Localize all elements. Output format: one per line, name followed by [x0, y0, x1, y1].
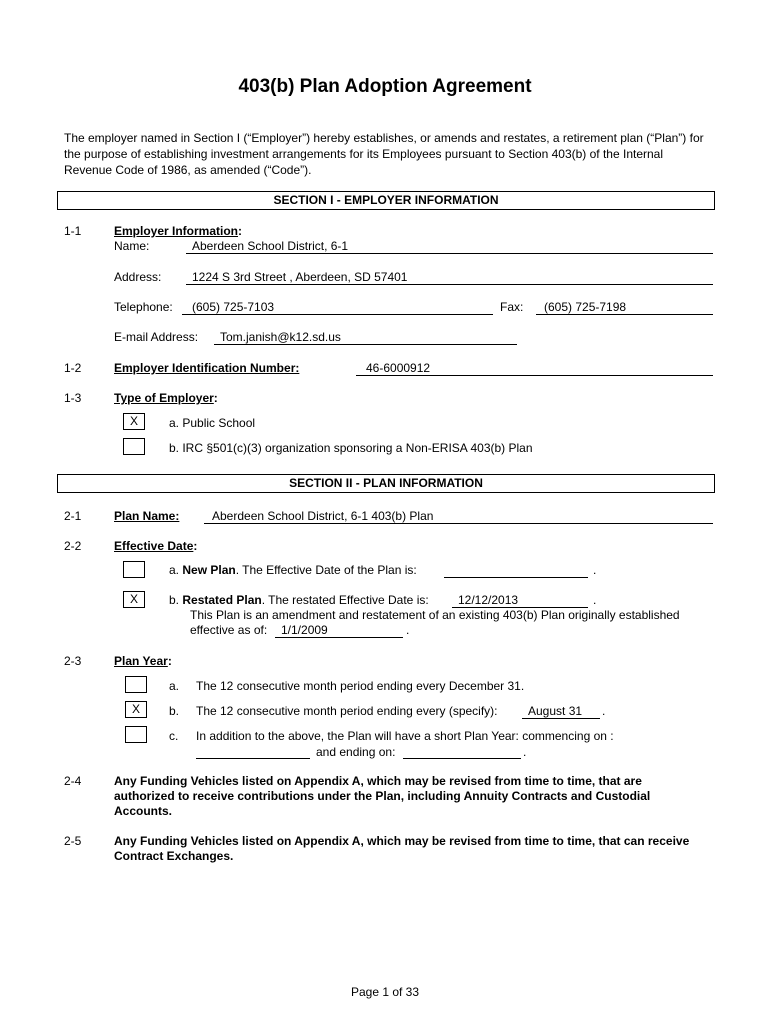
plan-year-a-label: The 12 consecutive month period ending every December 31. — [196, 679, 525, 693]
restated-plan-label: b. Restated Plan. The restated Effective Date is: — [169, 593, 429, 607]
original-effective-date-field[interactable]: 1/1/2009 — [275, 623, 403, 638]
501c3-checkbox[interactable] — [123, 438, 145, 455]
501c3-label: b. IRC §501(c)(3) organization sponsoring a Non-ERISA 403(b) Plan — [169, 441, 533, 455]
short-year-start-field[interactable] — [196, 744, 310, 759]
plan-year-c-checkbox[interactable] — [125, 726, 147, 743]
intro-paragraph: The employer named in Section I (“Employer”) hereby establishes, or amends and restates, a retirement plan (“Plan”) for the purpose of establishing investment arrangements for its Employees pursuant to Section 403(b) of the Internal Revenue Code of 1986, as amended (“Code”). — [64, 131, 704, 177]
item-number: 2-2 — [64, 539, 82, 553]
employer-name-field[interactable]: Aberdeen School District, 6-1 — [186, 239, 713, 254]
page-number: Page 1 of 33 — [350, 985, 420, 999]
plan-year-c-label: In addition to the above, the Plan will have a short Plan Year: commencing on : — [196, 729, 614, 743]
section-1-heading: SECTION I - EMPLOYER INFORMATION — [57, 191, 715, 210]
plan-year-a-letter: a. — [169, 679, 180, 693]
effective-date-heading: Effective Date: — [114, 539, 198, 553]
fax-label: Fax: — [500, 300, 524, 314]
fax-field[interactable]: (605) 725-7198 — [536, 300, 713, 315]
original-effective-label: effective as of: — [190, 623, 268, 637]
name-label: Name: — [114, 239, 150, 253]
plan-year-heading: Plan Year: — [114, 654, 172, 668]
plan-name-heading: Plan Name: — [114, 509, 180, 523]
item-number: 2-4 — [64, 774, 82, 788]
ending-on-label: and ending on: — [316, 745, 396, 759]
email-field[interactable]: Tom.janish@k12.sd.us — [214, 330, 517, 345]
funding-vehicles-contributions: Any Funding Vehicles listed on Appendix A, which may be revised from time to time, that are authorized to receive contributions under the Plan, including Annuity Contracts and Custodial Accounts. — [114, 774, 651, 818]
address-label: Address: — [114, 270, 162, 284]
period: . — [523, 745, 527, 759]
plan-year-end-field[interactable]: August 31 — [522, 704, 600, 719]
employer-type-heading: Type of Employer: — [114, 391, 218, 405]
period: . — [593, 563, 597, 577]
period: . — [602, 704, 606, 718]
restated-plan-checkbox[interactable]: X — [123, 591, 145, 608]
new-plan-label: a. New Plan. The Effective Date of the Plan is: — [169, 563, 417, 577]
item-number: 1-1 — [64, 224, 82, 238]
employer-info-heading: Employer Information: — [114, 224, 243, 238]
public-school-checkbox[interactable]: X — [123, 413, 145, 430]
plan-year-b-letter: b. — [169, 704, 180, 718]
public-school-label: a. Public School — [169, 416, 256, 430]
item-number: 2-3 — [64, 654, 82, 668]
telephone-field[interactable]: (605) 725-7103 — [182, 300, 493, 315]
section-2-heading: SECTION II - PLAN INFORMATION — [57, 474, 715, 493]
plan-name-field[interactable]: Aberdeen School District, 6-1 403(b) Plan — [204, 509, 713, 524]
plan-year-b-checkbox[interactable]: X — [125, 701, 147, 718]
ein-field[interactable]: 46-6000912 — [356, 361, 713, 376]
plan-year-a-checkbox[interactable] — [125, 676, 147, 693]
plan-year-b-label: The 12 consecutive month period ending every (specify): — [196, 704, 498, 718]
item-number: 1-2 — [64, 361, 82, 375]
item-number: 2-1 — [64, 509, 82, 523]
restated-description: This Plan is an amendment and restatement of an existing 403(b) Plan originally established — [190, 608, 680, 622]
item-number: 1-3 — [64, 391, 82, 405]
short-year-end-field[interactable] — [403, 744, 521, 759]
document-title: 403(b) Plan Adoption Agreement — [238, 76, 532, 97]
restated-date-field[interactable]: 12/12/2013 — [452, 593, 588, 608]
period: . — [593, 593, 597, 607]
address-field[interactable]: 1224 S 3rd Street , Aberdeen, SD 57401 — [186, 270, 713, 285]
telephone-label: Telephone: — [114, 300, 173, 314]
new-plan-date-field[interactable] — [444, 563, 588, 578]
new-plan-checkbox[interactable] — [123, 561, 145, 578]
item-number: 2-5 — [64, 834, 82, 848]
plan-year-c-letter: c. — [169, 729, 179, 743]
funding-vehicles-exchanges: Any Funding Vehicles listed on Appendix A, which may be revised from time to time, that can receive Contract Exchanges. — [114, 834, 690, 863]
ein-heading: Employer Identification Number: — [114, 361, 300, 375]
email-label: E-mail Address: — [114, 330, 199, 344]
period: . — [406, 623, 410, 637]
